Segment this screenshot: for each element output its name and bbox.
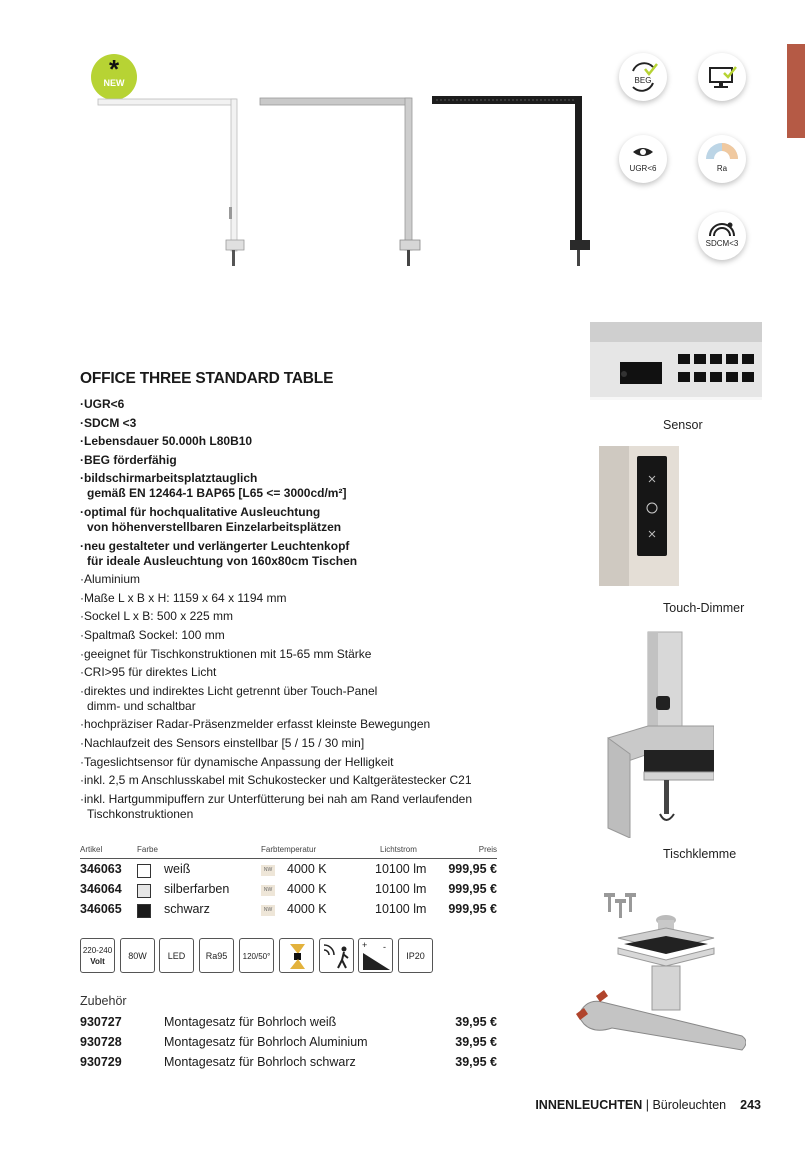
feature-subtext: dimm- und schaltbar bbox=[87, 698, 196, 713]
sensor-photo bbox=[590, 322, 762, 400]
feature-text: UGR<6 bbox=[84, 397, 125, 411]
feature-item bbox=[80, 755, 510, 770]
neutral-white-badge: NW bbox=[261, 865, 275, 876]
feature-item bbox=[80, 647, 510, 662]
accessory-article: 930728 bbox=[80, 1035, 122, 1049]
product-lamps-image bbox=[80, 90, 600, 280]
beam-angle-icon: 120/50° bbox=[239, 938, 274, 973]
feature-text: Aluminium bbox=[84, 572, 141, 587]
ra95-icon: Ra95 bbox=[199, 938, 234, 973]
color-temperature: 4000 K bbox=[287, 862, 327, 876]
chapter-tab bbox=[787, 44, 805, 138]
voltage-range: 220-240 bbox=[82, 946, 113, 955]
luminous-flux: 10100 lm bbox=[375, 882, 427, 896]
feature-text: Nachlaufzeit des Sensors einstellbar [5 / 15 / 30 min] bbox=[84, 735, 365, 750]
feature-item bbox=[80, 609, 510, 624]
feature-text: Spaltmaß Sockel: 100 mm bbox=[84, 627, 225, 642]
presence-sensor-icon bbox=[319, 938, 354, 973]
feature-text: Tageslichtsensor für dynamische Anpassung der Helligkeit bbox=[84, 754, 394, 769]
color-temperature: 4000 K bbox=[287, 902, 327, 916]
caption-sensor: Sensor bbox=[663, 418, 703, 432]
accessory-description: Montagesatz für Bohrloch weiß bbox=[164, 1015, 337, 1029]
up-down-light-icon bbox=[279, 938, 314, 973]
accessory-price: 39,95 € bbox=[455, 1035, 497, 1049]
feature-text: inkl. Hartgummipuffern zur Unterfütterung bei nah am Rand verlaufenden bbox=[84, 791, 472, 806]
header-lichtstrom: Lichtstrom bbox=[380, 845, 417, 854]
feature-item bbox=[80, 397, 510, 412]
neutral-white-badge: NW bbox=[261, 905, 275, 916]
feature-item bbox=[80, 717, 510, 732]
article-number: 346063 bbox=[80, 862, 122, 876]
monitor-check-icon bbox=[698, 53, 746, 101]
price: 999,95 € bbox=[448, 882, 497, 896]
footer-separator: | bbox=[642, 1098, 653, 1112]
sdcm-label: SDCM<3 bbox=[705, 239, 739, 248]
page-number: 243 bbox=[740, 1098, 761, 1112]
color-temperature: 4000 K bbox=[287, 882, 327, 896]
color-swatch bbox=[137, 904, 151, 918]
feature-item bbox=[80, 471, 510, 501]
price: 999,95 € bbox=[448, 862, 497, 876]
lamp-black bbox=[432, 96, 590, 266]
feature-text: geeignet für Tischkonstruktionen mit 15-65 mm Stärke bbox=[84, 646, 372, 661]
color-swatch bbox=[137, 884, 151, 898]
article-number: 346065 bbox=[80, 902, 122, 916]
table-clamp-photo bbox=[604, 628, 714, 838]
voltage-unit: Volt bbox=[90, 957, 105, 966]
feature-text: inkl. 2,5 m Anschlusskabel mit Schukostecker und Kaltgerätestecker C21 bbox=[84, 773, 472, 788]
feature-text: optimal für hochqualitative Ausleuchtung bbox=[84, 504, 321, 519]
feature-item bbox=[80, 628, 510, 643]
new-badge-label: NEW bbox=[103, 78, 125, 88]
accessory-article: 930729 bbox=[80, 1055, 122, 1069]
feature-item bbox=[80, 416, 510, 431]
feature-list bbox=[80, 397, 510, 825]
product-title: OFFICE THREE STANDARD TABLE bbox=[80, 370, 334, 387]
feature-item bbox=[80, 539, 510, 569]
price-table-header bbox=[80, 845, 497, 859]
article-number: 346064 bbox=[80, 882, 122, 896]
price-row bbox=[80, 879, 497, 899]
page-footer bbox=[535, 1098, 761, 1112]
accessory-row bbox=[80, 1015, 497, 1035]
ugr-label: UGR<6 bbox=[629, 164, 657, 173]
feature-text: BEG förderfähig bbox=[84, 452, 177, 467]
feature-subtext: für ideale Ausleuchtung von 160x80cm Tischen bbox=[87, 553, 358, 568]
neutral-white-badge: NW bbox=[261, 885, 275, 896]
color-swatch bbox=[137, 864, 151, 878]
lamp-silver bbox=[260, 98, 420, 266]
feature-item bbox=[80, 773, 510, 788]
feature-item bbox=[80, 684, 510, 714]
feature-subtext: Tischkonstruktionen bbox=[87, 806, 194, 821]
feature-item bbox=[80, 434, 510, 449]
feature-text: neu gestalteter und verlängerter Leuchtenkopf bbox=[84, 538, 350, 553]
caption-touch-dimmer: Touch-Dimmer bbox=[663, 601, 745, 615]
feature-subtext: von höhenverstellbaren Einzelarbeitsplätzen bbox=[87, 519, 342, 534]
ip20-icon: IP20 bbox=[398, 938, 433, 973]
header-farbtemperatur: Farbtemperatur bbox=[261, 845, 317, 854]
accessory-description: Montagesatz für Bohrloch Aluminium bbox=[164, 1035, 368, 1049]
feature-text: Maße L x B x H: 1159 x 64 x 1194 mm bbox=[84, 590, 287, 605]
header-farbe: Farbe bbox=[137, 845, 158, 854]
price: 999,95 € bbox=[448, 902, 497, 916]
feature-text: Sockel L x B: 500 x 225 mm bbox=[84, 609, 233, 624]
accessory-price: 39,95 € bbox=[455, 1015, 497, 1029]
feature-item bbox=[80, 453, 510, 468]
glare-eye-icon bbox=[619, 135, 667, 183]
touch-dimmer-photo bbox=[599, 446, 679, 586]
feature-item bbox=[80, 665, 510, 680]
luminous-flux: 10100 lm bbox=[375, 862, 427, 876]
feature-text: CRI>95 für direktes Licht bbox=[84, 665, 217, 680]
wattage-icon: 80W bbox=[120, 938, 155, 973]
color-name: silberfarben bbox=[164, 882, 230, 896]
new-badge-star: * bbox=[108, 54, 120, 84]
accessory-price: 39,95 € bbox=[455, 1055, 497, 1069]
price-table bbox=[80, 845, 497, 919]
color-name: schwarz bbox=[164, 902, 210, 916]
feature-item bbox=[80, 591, 510, 606]
feature-text: hochpräziser Radar-Präsenzmelder erfasst kleinste Bewegungen bbox=[84, 717, 431, 732]
accessory-description: Montagesatz für Bohrloch schwarz bbox=[164, 1055, 356, 1069]
feature-subtext: gemäß EN 12464-1 BAP65 [L65 <= 3000cd/m²] bbox=[87, 486, 347, 501]
mounting-kit-photo bbox=[574, 888, 746, 1068]
feature-item bbox=[80, 792, 510, 822]
feature-text: Lebensdauer 50.000h L80B10 bbox=[84, 434, 253, 449]
feature-text: bildschirmarbeitsplatztauglich bbox=[84, 471, 258, 486]
feature-text: SDCM <3 bbox=[84, 415, 137, 430]
luminous-flux: 10100 lm bbox=[375, 902, 427, 916]
header-preis: Preis bbox=[478, 845, 497, 854]
lamp-white bbox=[98, 99, 244, 266]
svg-text:+: + bbox=[362, 940, 368, 950]
footer-subcategory: Büroleuchten bbox=[652, 1098, 727, 1112]
beg-certified-icon bbox=[619, 53, 667, 101]
accessories-title: Zubehör bbox=[80, 994, 127, 1008]
voltage-icon bbox=[80, 938, 115, 973]
footer-category: INNENLEUCHTEN bbox=[535, 1098, 643, 1112]
led-icon: LED bbox=[159, 938, 194, 973]
beg-label: BEG bbox=[634, 76, 652, 85]
accessory-row bbox=[80, 1035, 497, 1055]
dimmable-icon bbox=[358, 938, 393, 973]
accessory-row bbox=[80, 1055, 497, 1075]
price-row bbox=[80, 899, 497, 919]
sdcm-icon bbox=[698, 212, 746, 260]
accessory-article: 930727 bbox=[80, 1015, 122, 1029]
price-row bbox=[80, 859, 497, 879]
caption-table-clamp: Tischklemme bbox=[663, 847, 737, 861]
svg-text:-: - bbox=[383, 942, 386, 952]
header-artikel: Artikel bbox=[80, 845, 103, 854]
feature-item bbox=[80, 572, 510, 587]
feature-text: direktes und indirektes Licht getrennt über Touch-Panel bbox=[84, 683, 378, 698]
color-name: weiß bbox=[164, 862, 191, 876]
feature-item bbox=[80, 736, 510, 751]
ra-label: Ra bbox=[716, 164, 728, 173]
feature-item bbox=[80, 505, 510, 535]
color-rendering-icon bbox=[698, 135, 746, 183]
